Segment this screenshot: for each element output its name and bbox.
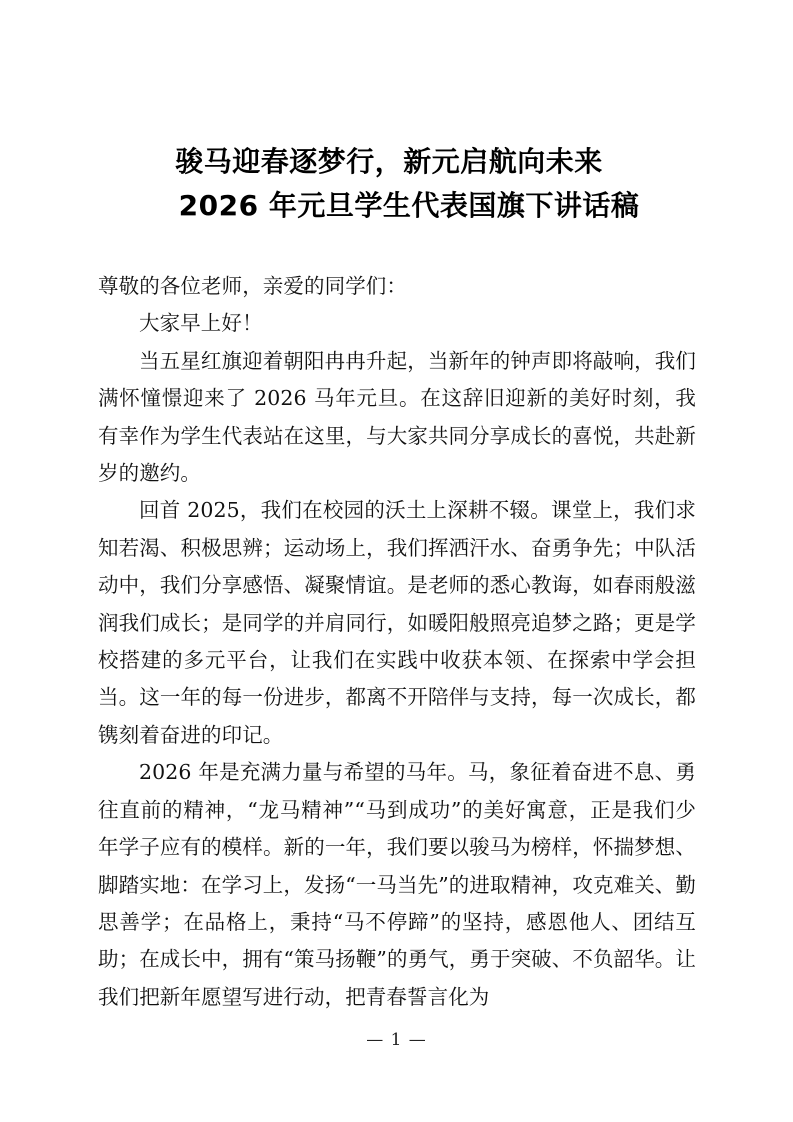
page-title	[98, 140, 698, 228]
paragraph-opening: 当五星红旗迎着朝阳冉冉升起，当新年的钟声即将敲响，我们满怀憧憬迎来了 2026 马年元旦。在这辞旧迎新的美好时刻，我有幸作为学生代表站在这里，与大家共同分享成长的喜悦，共赴新岁的邀约。	[98, 348, 696, 486]
paragraph-greeting: 大家早上好！	[139, 311, 263, 336]
paragraph-review-2025: 回首 2025，我们在校园的沃土上深耕不辍。课堂上，我们求知若渴、积极思辨；运动场上，我们挥洒汗水、奋勇争先；中队活动中，我们分享感悟、凝聚情谊。是老师的悉心教诲，如春雨般滋润我们成长；是同学的并肩同行，如暖阳般照亮追梦之路；更是学校搭建的多元平台，让我们在实践中收获本领、在探索中学会担当。这一年的每一份进步，都离不开陪伴与支持，每一次成长，都镌刻着奋进的印记。	[98, 498, 696, 747]
page-number-footer: — 1 —	[366, 1030, 427, 1050]
title-line-main: 骏马迎春逐梦行，新元启航向未来	[175, 145, 603, 178]
title-line-subtitle: 2026 年元旦学生代表国旗下讲话稿	[178, 189, 640, 222]
document-body	[98, 268, 696, 1016]
paragraph-outlook-2026: 2026 年是充满力量与希望的马年。马，象征着奋进不息、勇往直前的精神，“龙马精神”“马到成功”的美好寓意，正是我们少年学子应有的模样。新的一年，我们要以骏马为榜样，怀揣梦想、脚踏实地：在学习上，发扬“一马当先”的进取精神，攻克难关、勤思善学；在品格上，秉持“马不停蹄”的坚持，感恩他人、团结互助；在成长中，拥有“策马扬鞭”的勇气，勇于突破、不负韶华。让我们把新年愿望写进行动，把青春誓言化为	[98, 760, 696, 1009]
paragraph-salutation: 尊敬的各位老师，亲爱的同学们：	[98, 274, 407, 298]
